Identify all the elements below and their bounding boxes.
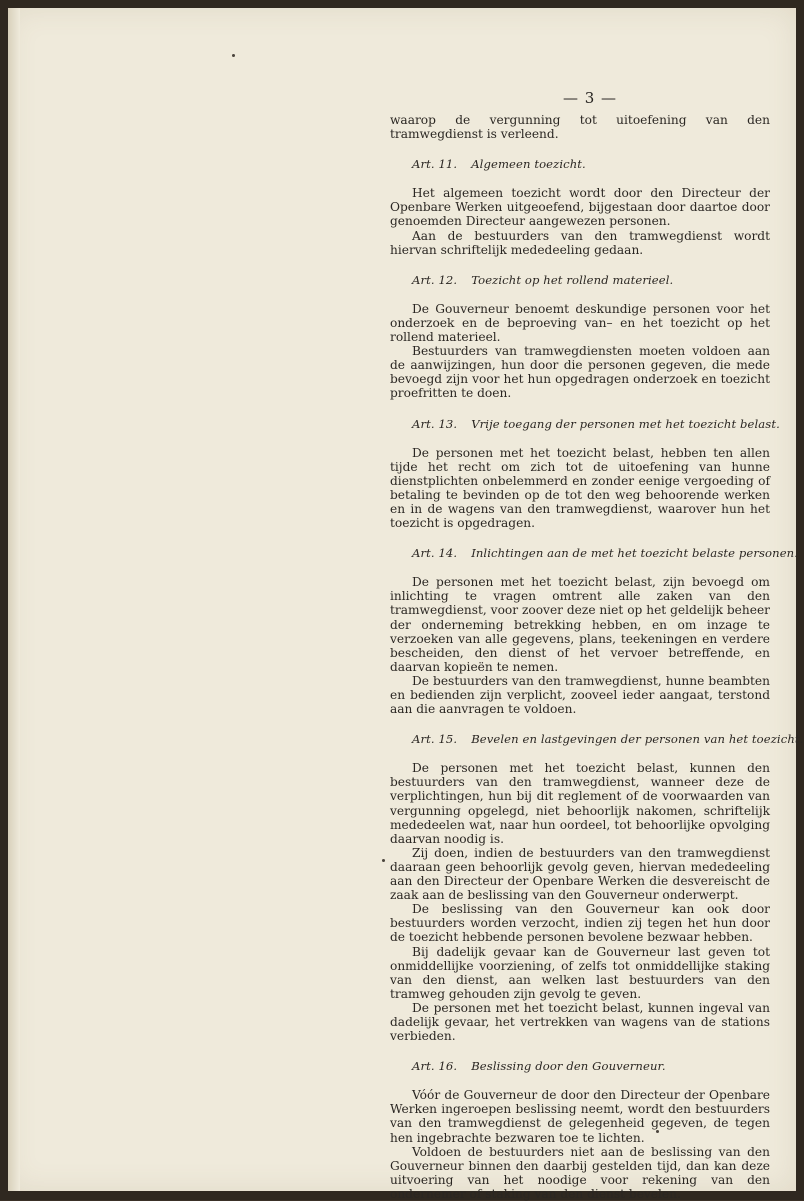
article-title: Inlichtingen aan de met het toezicht belaste personen. xyxy=(471,546,799,561)
article-title: Toezicht op het rollend materieel. xyxy=(471,272,674,287)
speck xyxy=(656,1130,659,1133)
paragraph: De personen met het toezicht belast, kunnen ingeval van dadelijk gevaar, het vertrekken van wagens van de stations verbieden. xyxy=(390,1000,770,1044)
paragraph: Voldoen de bestuurders niet aan de beslissing van den Gouverneur binnen den daarbij gestelden tijd, dan kan deze uitvoering van het noodige voor rekening van den ondernemer of staking van den dienst bevelen. xyxy=(390,1144,770,1201)
article-title: Vrije toegang der personen met het toezicht belast. xyxy=(471,416,780,431)
paragraph: waarop de vergunning tot uitoefening van den tramwegdienst is verleend. xyxy=(390,113,770,142)
article-heading xyxy=(390,546,799,561)
article-heading xyxy=(390,1059,770,1073)
page-number: — 3 — xyxy=(562,89,618,107)
article-heading xyxy=(390,732,804,747)
paragraph: De personen met het toezicht belast, kunnen den bestuurders van den tramwegdienst, wanneer deze de verplichtingen, hun bij dit reglement of de voorwaarden van vergunning opgelegd, niet behoorlijk nakomen, schriftelijk mededeelen wat, naar hun oordeel, tot behoorlijke opvolging daarvan noodig is. xyxy=(390,761,770,846)
article-heading xyxy=(390,273,770,287)
speck xyxy=(232,54,235,57)
speck xyxy=(382,859,385,862)
article-title: Beslissing door den Gouverneur. xyxy=(471,1059,666,1074)
article-number: Art. 14. xyxy=(412,546,458,561)
article-number: Art. 11. xyxy=(412,157,458,172)
paragraph: De Gouverneur benoemt deskundige personen voor het onderzoek en de beproeving van– en het toezicht op het rollend materieel. xyxy=(390,301,770,345)
article-title: Algemeen toezicht. xyxy=(471,157,586,172)
article-number: Art. 16. xyxy=(412,1059,458,1074)
paragraph: De personen met het toezicht belast, zijn bevoegd om inlichting te vragen omtrent alle zaken van den tramwegdienst, voor zoover deze niet op het geldelijk beheer der onderneming betrekking hebben, en om inzage te verzoeken van alle gegevens, plans, teekeningen en verdere bescheiden, den dienst of het vervoer betreffende, en daarvan kopieën te nemen. xyxy=(390,575,770,674)
paragraph: Bij dadelijk gevaar kan de Gouverneur last geven tot onmiddellijke voorziening, of zelfs tot onmiddellijke staking van den dienst, aan welken last bestuurders van den tramweg gehouden zijn gevolg te geven. xyxy=(390,944,770,1001)
paragraph: Vóór de Gouverneur de door den Directeur der Openbare Werken ingeroepen beslissing neemt, wordt den bestuurders van den tramwegdienst de gelegenheid gegeven, de tegen hen ingebrachte bezwaren toe te lichten. xyxy=(390,1088,770,1145)
article-number: Art. 12. xyxy=(412,272,458,287)
paragraph: Het algemeen toezicht wordt door den Directeur der Openbare Werken uitgeoefend, bijgestaan door daartoe door genoemden Directeur aangewezen personen. xyxy=(390,186,770,229)
paragraph: Bestuurders van tramwegdiensten moeten voldoen aan de aanwijzingen, hun door die personen gegeven, die mede bevoegd zijn voor het hun opgedragen onderzoek en toezicht proefritten te doen. xyxy=(390,344,770,401)
page-gutter xyxy=(8,8,20,1191)
article-number: Art. 15. xyxy=(412,732,458,747)
text-column xyxy=(390,113,804,1201)
paragraph: Aan de bestuurders van den tramwegdienst wordt hiervan schriftelijk mededeeling gedaan. xyxy=(390,228,770,257)
paragraph: De beslissing van den Gouverneur kan ook door bestuurders worden verzocht, indien zij tegen het hun door de toezicht hebbende personen bevolene bezwaar hebben. xyxy=(390,902,770,945)
paragraph: Zij doen, indien de bestuurders van den tramwegdienst daaraan geen behoorlijk gevolg geven, hiervan mededeeling aan den Directeur der Openbare Werken die desvereischt de zaak aan de beslissing van den Gouverneur onderwerpt. xyxy=(390,845,770,903)
article-number: Art. 13. xyxy=(412,416,458,431)
article-heading xyxy=(390,157,770,171)
paragraph: De bestuurders van den tramwegdienst, hunne beambten en bedienden zijn verplicht, zooveel ieder aangaat, terstond aan die aanvragen te voldoen. xyxy=(390,673,770,717)
article-heading xyxy=(390,416,780,431)
article-title: Bevelen en lastgevingen der personen van het toezicht. xyxy=(471,732,804,747)
paragraph: De personen met het toezicht belast, hebben ten allen tijde het recht om zich tot de uitoefening van hunne dienstplichten onbelemmerd en zonder eenige vergoeding of betaling te bevinden op de tot den weg behoorende werken en in de wagens van den tramwegdienst, waarover hun het toezicht is opgedragen. xyxy=(390,445,770,531)
